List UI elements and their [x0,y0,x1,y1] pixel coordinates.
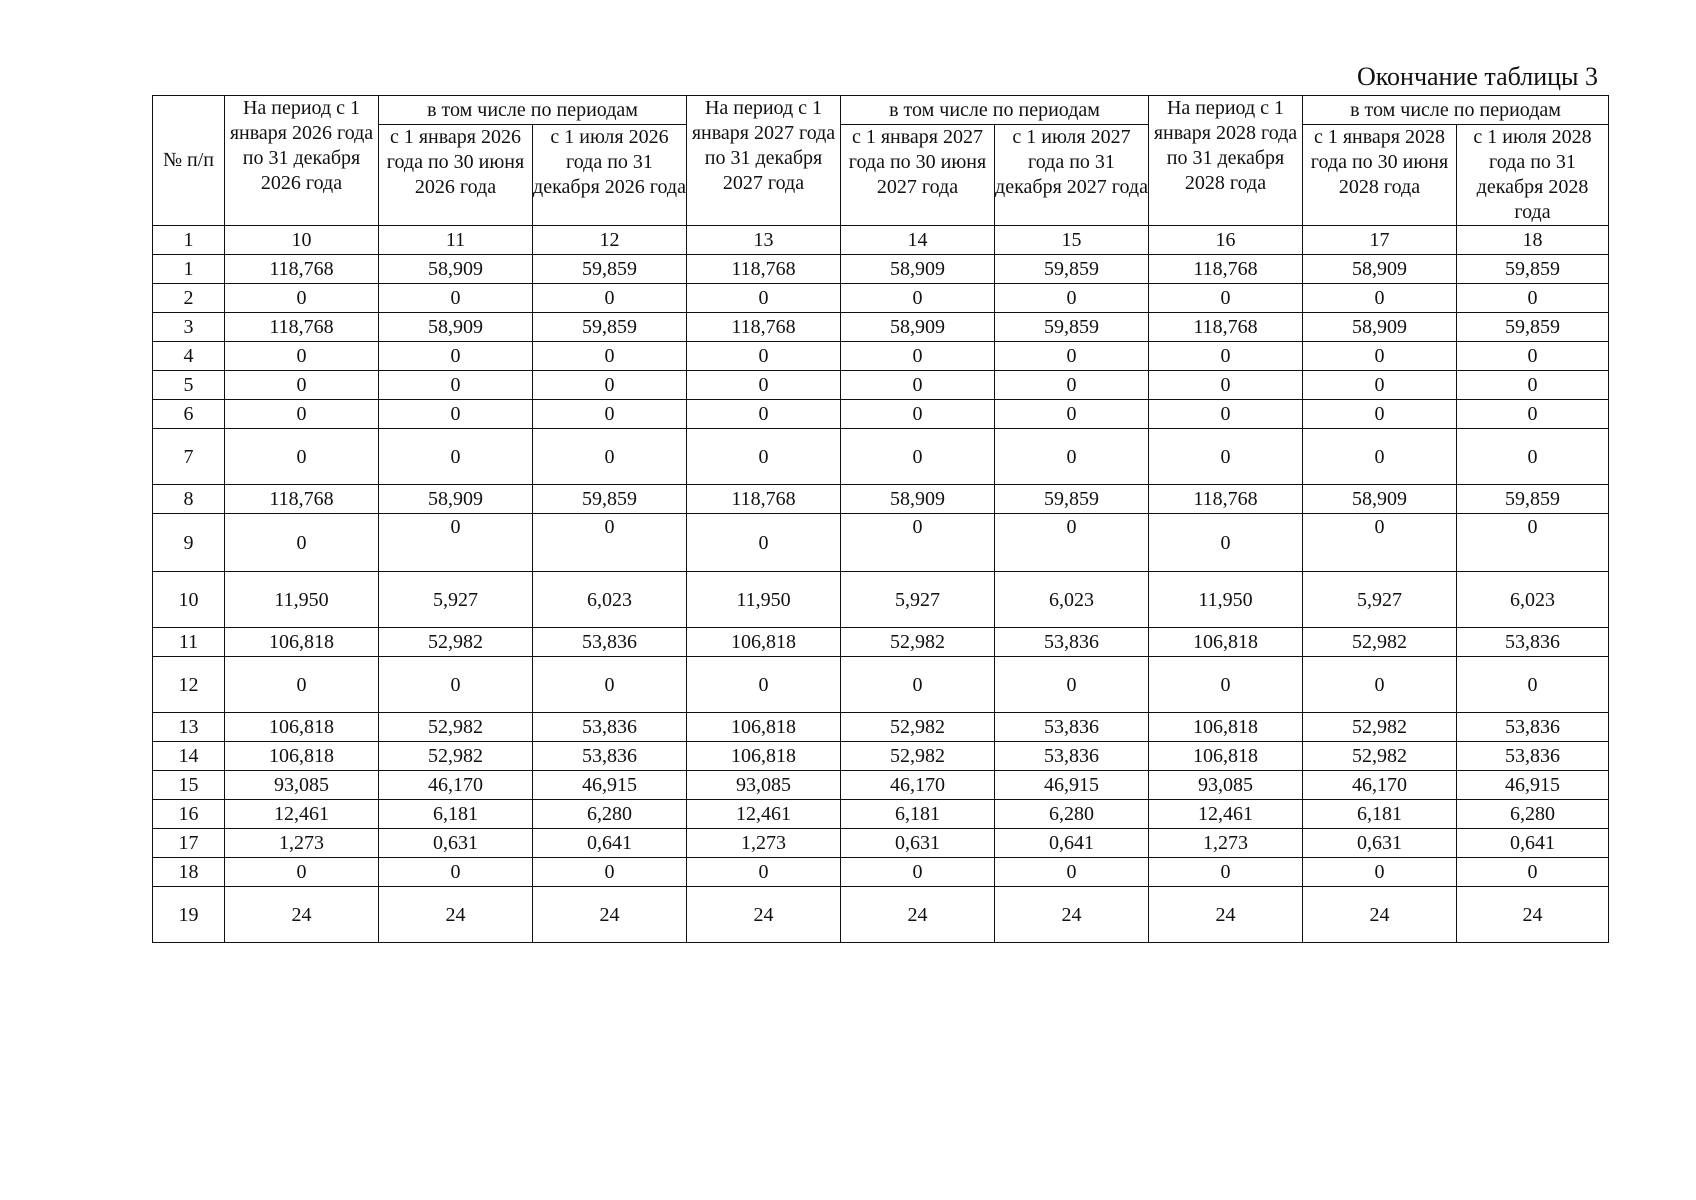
value-cell: 24 [1303,887,1457,943]
value-cell: 0 [995,514,1149,572]
table-header [153,96,1609,255]
value-cell: 52,982 [1303,713,1457,742]
period-total-header: На период с 1 января 2027 года по 31 декабря 2027 года [687,96,841,226]
value-cell: 59,859 [1457,255,1609,284]
value-cell: 6,280 [995,800,1149,829]
value-cell: 118,768 [1149,313,1303,342]
value-cell: 93,085 [225,771,379,800]
value-cell: 0 [533,514,687,572]
sub-period-header: с 1 января 2026 года по 30 июня 2026 года [379,125,533,226]
value-cell: 53,836 [533,628,687,657]
value-cell: 0 [379,342,533,371]
value-cell: 0 [225,514,379,572]
value-cell: 0 [1303,400,1457,429]
value-cell: 0 [841,400,995,429]
value-cell: 106,818 [225,628,379,657]
row-number-cell: 13 [153,713,225,742]
value-cell: 0 [1149,858,1303,887]
sub-period-header: с 1 июля 2027 года по 31 декабря 2027 года [995,125,1149,226]
table-row [153,742,1609,771]
value-cell: 24 [841,887,995,943]
sub-period-header: с 1 июля 2028 года по 31 декабря 2028 года [1457,125,1609,226]
value-cell: 46,170 [1303,771,1457,800]
value-cell: 58,909 [379,313,533,342]
value-cell: 106,818 [225,713,379,742]
value-cell: 53,836 [995,713,1149,742]
value-cell: 6,181 [841,800,995,829]
value-cell: 0 [379,657,533,713]
value-cell: 0 [533,858,687,887]
value-cell: 0 [687,858,841,887]
value-cell: 0,641 [1457,829,1609,858]
value-cell: 0 [841,371,995,400]
value-cell: 0 [533,371,687,400]
value-cell: 1,273 [225,829,379,858]
value-cell: 46,170 [841,771,995,800]
value-cell: 58,909 [841,313,995,342]
value-cell: 46,915 [995,771,1149,800]
value-cell: 59,859 [533,313,687,342]
row-number-cell: 3 [153,313,225,342]
value-cell: 0 [379,400,533,429]
row-number-cell: 15 [153,771,225,800]
value-cell: 0 [1149,657,1303,713]
value-cell: 0 [687,342,841,371]
value-cell: 6,181 [379,800,533,829]
value-cell: 53,836 [1457,742,1609,771]
table-row [153,400,1609,429]
sub-periods-group-header: в том числе по периодам [1303,96,1609,125]
column-number: 14 [841,226,995,255]
value-cell: 0 [225,429,379,485]
value-cell: 0 [1457,858,1609,887]
value-cell: 0,641 [995,829,1149,858]
value-cell: 0 [533,429,687,485]
value-cell: 58,909 [379,485,533,514]
value-cell: 0 [1149,342,1303,371]
value-cell: 0 [379,858,533,887]
value-cell: 59,859 [995,313,1149,342]
value-cell: 0 [379,514,533,572]
value-cell: 0 [995,657,1149,713]
value-cell: 11,950 [1149,572,1303,628]
value-cell: 12,461 [225,800,379,829]
value-cell: 1,273 [687,829,841,858]
value-cell: 0 [1303,858,1457,887]
value-cell: 106,818 [687,742,841,771]
value-cell: 0 [1149,400,1303,429]
value-cell: 0 [379,371,533,400]
value-cell: 0 [379,429,533,485]
value-cell: 0 [533,342,687,371]
value-cell: 0 [1457,514,1609,572]
value-cell: 0 [687,371,841,400]
row-number-cell: 14 [153,742,225,771]
column-number: 16 [1149,226,1303,255]
value-cell: 0 [1149,371,1303,400]
value-cell: 53,836 [533,742,687,771]
table-row [153,514,1609,572]
value-cell: 58,909 [1303,255,1457,284]
value-cell: 59,859 [995,255,1149,284]
sub-periods-group-header: в том числе по периодам [841,96,1149,125]
value-cell: 52,982 [379,742,533,771]
value-cell: 58,909 [1303,485,1457,514]
value-cell: 106,818 [687,713,841,742]
row-number-cell: 5 [153,371,225,400]
value-cell: 0 [1303,429,1457,485]
row-number-cell: 10 [153,572,225,628]
table-body [153,255,1609,943]
value-cell: 6,181 [1303,800,1457,829]
value-cell: 52,982 [379,628,533,657]
row-number-cell: 8 [153,485,225,514]
value-cell: 58,909 [841,255,995,284]
value-cell: 24 [995,887,1149,943]
sub-period-header: с 1 января 2028 года по 30 июня 2028 года [1303,125,1457,226]
value-cell: 0 [533,400,687,429]
value-cell: 5,927 [379,572,533,628]
value-cell: 0 [225,858,379,887]
table-row [153,800,1609,829]
value-cell: 118,768 [225,485,379,514]
value-cell: 59,859 [533,485,687,514]
value-cell: 6,023 [995,572,1149,628]
value-cell: 59,859 [1457,313,1609,342]
value-cell: 0 [1303,284,1457,313]
value-cell: 0 [687,400,841,429]
value-cell: 93,085 [687,771,841,800]
row-number-cell: 4 [153,342,225,371]
value-cell: 0 [1457,284,1609,313]
value-cell: 0 [841,284,995,313]
sub-period-header: с 1 января 2027 года по 30 июня 2027 года [841,125,995,226]
value-cell: 0 [995,400,1149,429]
row-number-header: № п/п [153,96,225,226]
value-cell: 0,631 [1303,829,1457,858]
tariff-table [152,95,1609,943]
value-cell: 24 [1457,887,1609,943]
value-cell: 52,982 [841,628,995,657]
value-cell: 52,982 [1303,742,1457,771]
value-cell: 53,836 [533,713,687,742]
value-cell: 6,280 [533,800,687,829]
value-cell: 52,982 [841,713,995,742]
value-cell: 46,915 [1457,771,1609,800]
value-cell: 0 [225,657,379,713]
column-number: 17 [1303,226,1457,255]
table-row [153,284,1609,313]
value-cell: 11,950 [225,572,379,628]
value-cell: 0 [841,342,995,371]
value-cell: 59,859 [1457,485,1609,514]
value-cell: 58,909 [841,485,995,514]
value-cell: 118,768 [1149,485,1303,514]
value-cell: 5,927 [1303,572,1457,628]
value-cell: 106,818 [687,628,841,657]
value-cell: 0 [225,284,379,313]
value-cell: 59,859 [533,255,687,284]
table-row [153,887,1609,943]
column-number: 13 [687,226,841,255]
value-cell: 6,280 [1457,800,1609,829]
table-row [153,342,1609,371]
table-row [153,858,1609,887]
column-number: 1 [153,226,225,255]
row-number-cell: 19 [153,887,225,943]
value-cell: 106,818 [1149,628,1303,657]
value-cell: 118,768 [687,485,841,514]
row-number-cell: 7 [153,429,225,485]
row-number-cell: 9 [153,514,225,572]
value-cell: 0 [1457,371,1609,400]
table-row [153,657,1609,713]
table-row [153,485,1609,514]
value-cell: 46,915 [533,771,687,800]
table-row [153,771,1609,800]
row-number-cell: 2 [153,284,225,313]
value-cell: 0 [1457,400,1609,429]
table-row [153,829,1609,858]
table-row [153,628,1609,657]
value-cell: 0 [225,371,379,400]
column-number: 15 [995,226,1149,255]
value-cell: 0 [687,514,841,572]
value-cell: 0 [995,429,1149,485]
value-cell: 0 [841,429,995,485]
column-number: 12 [533,226,687,255]
value-cell: 0,631 [841,829,995,858]
value-cell: 93,085 [1149,771,1303,800]
value-cell: 0 [1303,371,1457,400]
column-number: 11 [379,226,533,255]
row-number-cell: 12 [153,657,225,713]
value-cell: 11,950 [687,572,841,628]
value-cell: 0 [225,400,379,429]
value-cell: 0 [1457,429,1609,485]
table-caption: Окончание таблицы 3 [1356,62,1598,91]
value-cell: 6,023 [1457,572,1609,628]
table-row [153,713,1609,742]
value-cell: 0 [687,657,841,713]
value-cell: 0 [841,657,995,713]
value-cell: 5,927 [841,572,995,628]
row-number-cell: 11 [153,628,225,657]
value-cell: 118,768 [687,255,841,284]
value-cell: 24 [533,887,687,943]
value-cell: 53,836 [995,742,1149,771]
row-number-cell: 18 [153,858,225,887]
value-cell: 118,768 [225,255,379,284]
value-cell: 0 [687,429,841,485]
value-cell: 12,461 [1149,800,1303,829]
table-row [153,313,1609,342]
table-row [153,255,1609,284]
value-cell: 0 [841,514,995,572]
value-cell: 52,982 [1303,628,1457,657]
value-cell: 0 [841,858,995,887]
value-cell: 46,170 [379,771,533,800]
value-cell: 0 [995,284,1149,313]
value-cell: 118,768 [225,313,379,342]
value-cell: 24 [379,887,533,943]
value-cell: 24 [1149,887,1303,943]
value-cell: 59,859 [995,485,1149,514]
value-cell: 0 [1149,514,1303,572]
row-number-cell: 1 [153,255,225,284]
value-cell: 0 [995,371,1149,400]
value-cell: 52,982 [841,742,995,771]
value-cell: 53,836 [1457,628,1609,657]
table-row [153,429,1609,485]
value-cell: 24 [225,887,379,943]
sub-period-header: с 1 июля 2026 года по 31 декабря 2026 года [533,125,687,226]
row-number-cell: 17 [153,829,225,858]
table-row [153,572,1609,628]
value-cell: 0 [1149,429,1303,485]
value-cell: 0 [1457,657,1609,713]
value-cell: 0 [1457,342,1609,371]
column-numbers-row [153,226,1609,255]
value-cell: 118,768 [687,313,841,342]
value-cell: 118,768 [1149,255,1303,284]
value-cell: 0 [225,342,379,371]
value-cell: 106,818 [1149,742,1303,771]
value-cell: 0 [379,284,533,313]
value-cell: 1,273 [1149,829,1303,858]
value-cell: 106,818 [1149,713,1303,742]
value-cell: 53,836 [1457,713,1609,742]
column-number: 18 [1457,226,1609,255]
value-cell: 0,631 [379,829,533,858]
value-cell: 0 [533,284,687,313]
value-cell: 52,982 [379,713,533,742]
value-cell: 58,909 [1303,313,1457,342]
value-cell: 24 [687,887,841,943]
value-cell: 0 [1303,514,1457,572]
value-cell: 0 [995,342,1149,371]
value-cell: 0,641 [533,829,687,858]
value-cell: 0 [995,858,1149,887]
period-total-header: На период с 1 января 2028 года по 31 декабря 2028 года [1149,96,1303,226]
value-cell: 106,818 [225,742,379,771]
period-total-header: На период с 1 января 2026 года по 31 декабря 2026 года [225,96,379,226]
value-cell: 58,909 [379,255,533,284]
table-row [153,371,1609,400]
value-cell: 12,461 [687,800,841,829]
value-cell: 0 [1149,284,1303,313]
value-cell: 0 [1303,657,1457,713]
row-number-cell: 16 [153,800,225,829]
row-number-cell: 6 [153,400,225,429]
column-number: 10 [225,226,379,255]
value-cell: 0 [687,284,841,313]
value-cell: 0 [1303,342,1457,371]
value-cell: 0 [533,657,687,713]
value-cell: 6,023 [533,572,687,628]
value-cell: 53,836 [995,628,1149,657]
sub-periods-group-header: в том числе по периодам [379,96,687,125]
